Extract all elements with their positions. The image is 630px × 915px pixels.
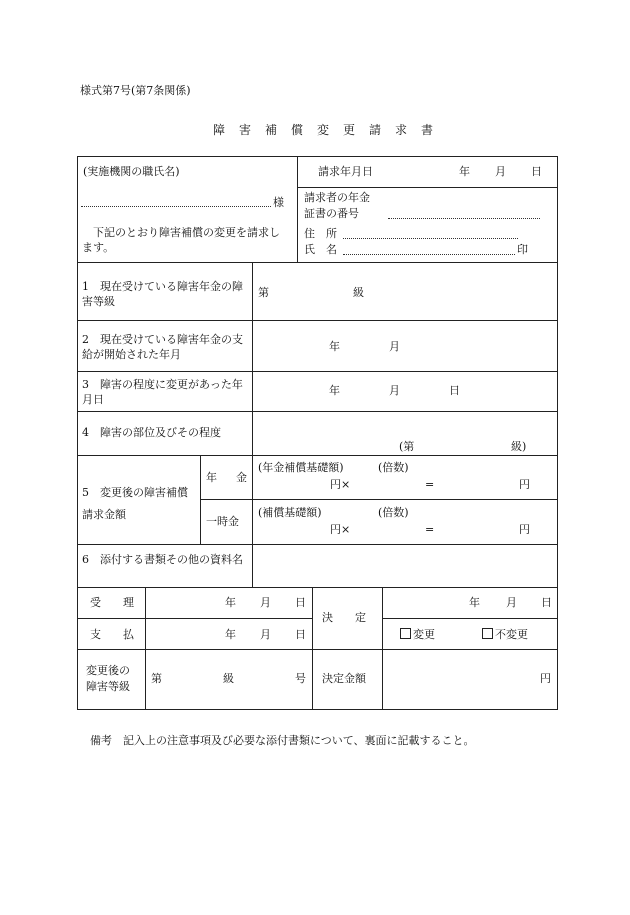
pension-no-field[interactable] [388, 218, 540, 219]
no-change-label: 不変更 [495, 628, 528, 641]
pension-no-label-1: 請求者の年金 [304, 191, 370, 204]
decision-day: 日 [541, 596, 552, 609]
row5-pension-yen: 円 [519, 478, 530, 491]
row6-label: 6 添付する書類その他の資料名 [82, 553, 243, 566]
decision-month: 月 [506, 596, 517, 609]
row5-pension-base-label: (年金補償基礎額) [258, 461, 344, 474]
row3-year: 年 [329, 384, 340, 397]
row1-label: 1 現在受けている障害年金の障害等級 [82, 280, 243, 308]
row5-pension-equals: = [425, 478, 435, 491]
received-day: 日 [295, 596, 306, 609]
row5-lump-sum-label: 一時金 [206, 515, 239, 528]
request-date-month: 月 [495, 165, 506, 178]
row5-lump-equals: = [425, 523, 435, 536]
row5-lump-multiplier-label: (倍数) [378, 506, 409, 519]
address-label: 住 所 [304, 227, 337, 240]
received-month: 月 [260, 596, 271, 609]
seal-label: 印 [517, 243, 528, 256]
decision-amount-label: 決定金額 [322, 672, 366, 685]
row5-comp-base-label: (補償基礎額) [258, 506, 322, 519]
row2-label: 2 現在受けている障害年金の支給が開始された年月 [82, 333, 243, 361]
row5-pension-yen-times: 円× [330, 478, 351, 491]
grade-after-kyu: 級 [223, 672, 234, 685]
row3-label: 3 障害の程度に変更があった年月日 [82, 378, 243, 406]
row5-label: 5 変更後の障害補償請求金額 [82, 486, 188, 521]
name-label: 氏 名 [304, 243, 337, 256]
row5-pension-nen: 年 [206, 471, 217, 484]
row3-day: 日 [449, 384, 460, 397]
change-option[interactable] [400, 628, 435, 640]
grade-after-dai: 第 [151, 672, 162, 685]
form-number: 様式第7号(第7条関係) [80, 84, 191, 97]
request-date-label: 請求年月日 [318, 165, 373, 178]
row2-year: 年 [329, 340, 340, 353]
decision-year: 年 [469, 596, 480, 609]
change-label: 変更 [413, 628, 435, 641]
row3-month: 月 [389, 384, 400, 397]
row5-pension-multiplier-label: (倍数) [378, 461, 409, 474]
name-field[interactable] [343, 254, 515, 255]
instruction-text: 下記のとおり障害補償の変更を請求します。 [82, 226, 280, 254]
no-change-option[interactable] [482, 628, 528, 640]
row1-kyu: 級 [353, 286, 364, 299]
row1-dai: 第 [258, 286, 269, 299]
sama-label: 様 [273, 196, 284, 209]
institution-name-field[interactable] [81, 206, 271, 207]
pension-no-label-2: 証書の番号 [304, 207, 359, 220]
row2-month: 月 [389, 340, 400, 353]
page-title: 障害補償変更請求書 [213, 123, 448, 137]
institution-label: (実施機関の職氏名) [83, 165, 180, 178]
paid-day: 日 [295, 628, 306, 641]
no-change-checkbox[interactable] [482, 628, 493, 639]
row5-lump-yen-times: 円× [330, 523, 351, 536]
decision-amount-yen: 円 [540, 672, 551, 685]
address-field[interactable] [343, 238, 518, 239]
request-date-year: 年 [459, 165, 470, 178]
received-label: 受 理 [90, 596, 134, 609]
row5-pension-kin: 金 [236, 471, 247, 484]
row4-grade-open: (第 [399, 440, 415, 453]
request-date-day: 日 [531, 165, 542, 178]
row5-lump-yen: 円 [519, 523, 530, 536]
paid-label: 支 払 [90, 628, 134, 641]
grade-after-go: 号 [295, 672, 306, 685]
row4-grade-close: 級) [511, 440, 527, 453]
received-year: 年 [225, 596, 236, 609]
remarks: 備考 記入上の注意事項及び必要な添付書類について、裏面に記載すること。 [90, 734, 475, 747]
grade-after-label-2: 障害等級 [86, 680, 130, 693]
grade-after-label-1: 変更後の [86, 664, 130, 677]
paid-year: 年 [225, 628, 236, 641]
paid-month: 月 [260, 628, 271, 641]
row4-label: 4 障害の部位及びその程度 [82, 426, 221, 439]
change-checkbox[interactable] [400, 628, 411, 639]
decision-label: 決 定 [322, 611, 366, 624]
